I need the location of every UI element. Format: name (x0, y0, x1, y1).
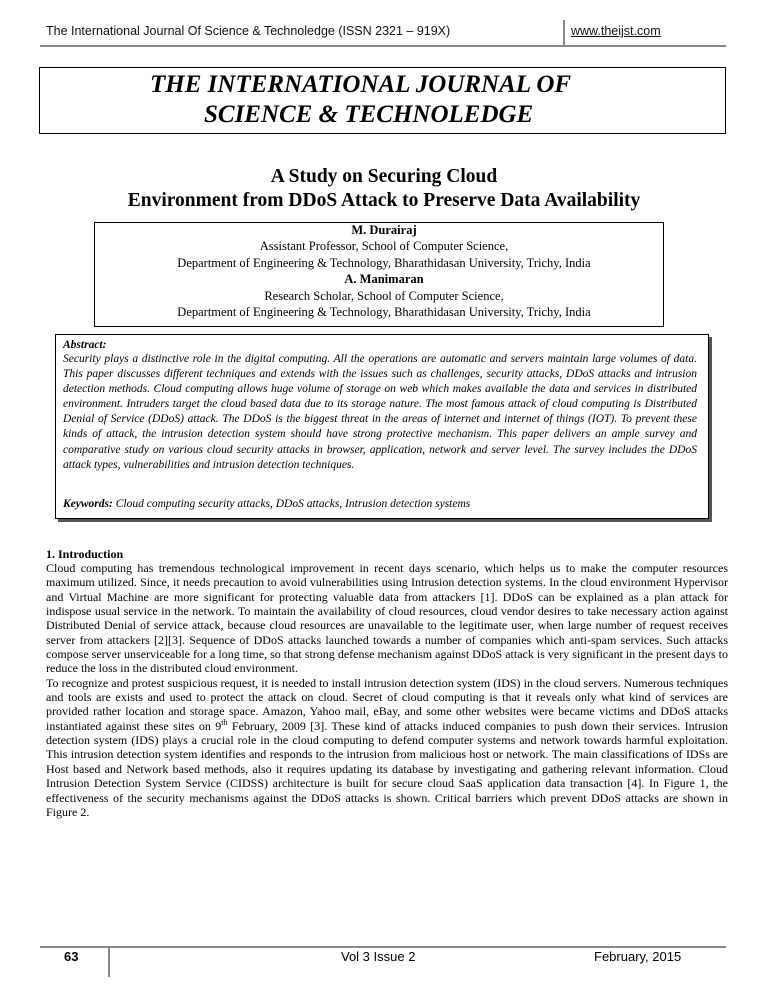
author-role: Research Scholar, School of Computer Science, (264, 289, 504, 303)
author-affiliation: Department of Engineering & Technology, Bharathidasan University, Trichy, India (177, 305, 591, 319)
header-rule (40, 45, 726, 47)
header-divider (563, 20, 565, 46)
introduction-paragraph-1: Cloud computing has tremendous technological improvement in recent days scenario, which helps us to make the computer resources maximum utilized. Since, it needs precaution to avoid vulnerabilities using Intrusion detection systems. In the cloud environment Hypervisor and Virtual Machine are more significant for protecting valuable data from attackers [1]. DDoS can be explained as a plan attack for indispose usual service in the network. To maintain the availability of cloud resources, cloud vendor desires to take necessary action against Distributed Denial of service attack, because cloud resources are unavailable to the legitimate user, when large number of request receives server from attackers [2][3]. Sequence of DDoS attacks launched towards a number of companies which anti-spam services. Such attacks compose server unserviceable for a long time, so that strong defense mechanism against DDoS attack is very significant in the present days to reduce the loss in the distributed cloud environment. (46, 561, 728, 676)
paragraph-2-part-b: February, 2009 [3]. These kind of attacks induced companies to push down their services. Intrusion detection system (IDS) plays a crucial role in the cloud computing to defend computer systems and network towards harmful exploitation. This intrusion detection system identifies and responds to the intrusion from malicious host or network. The main classifications of IDSs are Host based and Network based methods, also it requires updating its database by investigating and gathering relevant information. Cloud Intrusion Detection System Service (CIDSS) architecture is built for secure cloud SaaS application data transaction [4]. In Figure 1, the effectiveness of the security mechanisms against the DDoS attacks is shown. Critical barriers which prevent DDoS attacks are shown in Figure 2. (46, 718, 728, 819)
volume-issue: Vol 3 Issue 2 (341, 949, 416, 964)
author-role: Assistant Professor, School of Computer Science, (259, 239, 509, 253)
running-header-journal: The International Journal Of Science & Technoledge (ISSN 2321 – 919X) (46, 24, 451, 38)
journal-website-link[interactable]: www.theijst.com (571, 24, 661, 38)
author-affiliation: Department of Engineering & Technology, Bharathidasan University, Trichy, India (177, 256, 591, 270)
issue-date: February, 2015 (594, 949, 682, 964)
paragraph-2-part-a: To recognize and protest suspicious request, it is needed to install intrusion detection system (IDS) in the cloud servers. Numerous techniques and tools are exists and used to protect the attack on cloud. Secret of cloud computing is that it reveals only what kind of services are provided rather location and storage space. Amazon, Yahoo mail, eBay, and some other websites were became victims and DDoS attacks instantiated against these sites on 9 (46, 675, 728, 733)
section-heading-introduction: 1. Introduction (46, 547, 124, 561)
keywords-label: Keywords: (63, 498, 113, 510)
keywords-text: Cloud computing security attacks, DDoS attacks, Intrusion detection systems (115, 498, 471, 510)
introduction-body (46, 561, 728, 819)
paper-title-line-2: Environment from DDoS Attack to Preserve Data Availability (127, 190, 641, 211)
abstract-text: Security plays a distinctive role in the digital computing. All the operations are automatic and servers maintain large volumes of data. This paper discusses different techniques and extends with the issues such as challenges, security attacks, DDoS attacks and intrusion detection methods. Cloud computing allows huge volume of storage on web which makes available the data and services in distributed environment. Intruders target the cloud based data due to its storage nature. The most famous attack of cloud computing is Distributed Denial of Service (DDoS) attack. The DDoS is the biggest threat in the areas of internet and internet of things (IOT). To prevent these kinds of attack, the intrusion detection system should have strong protective mechanism. This paper delivers an ample survey and comparative study on various cloud security attacks in browser, application, network and server level. The survey includes the DDoS attack types, vulnerabilities and intrusion detection techniques. (63, 353, 697, 471)
journal-title-line-2: SCIENCE & TECHNOLEDGE (204, 101, 534, 128)
page-number: 63 (64, 949, 79, 964)
footer-divider (108, 947, 110, 977)
author-name: M. Durairaj (351, 223, 417, 237)
introduction-paragraph-2 (46, 676, 728, 819)
keywords-line (63, 497, 703, 511)
abstract-heading: Abstract: (63, 339, 107, 351)
paper-title-line-1: A Study on Securing Cloud (270, 166, 498, 187)
ordinal-superscript: th (221, 717, 228, 727)
author-name: A. Manimaran (344, 272, 424, 286)
journal-title-line-1: THE INTERNATIONAL JOURNAL OF (150, 71, 572, 98)
footer-rule (40, 946, 726, 948)
